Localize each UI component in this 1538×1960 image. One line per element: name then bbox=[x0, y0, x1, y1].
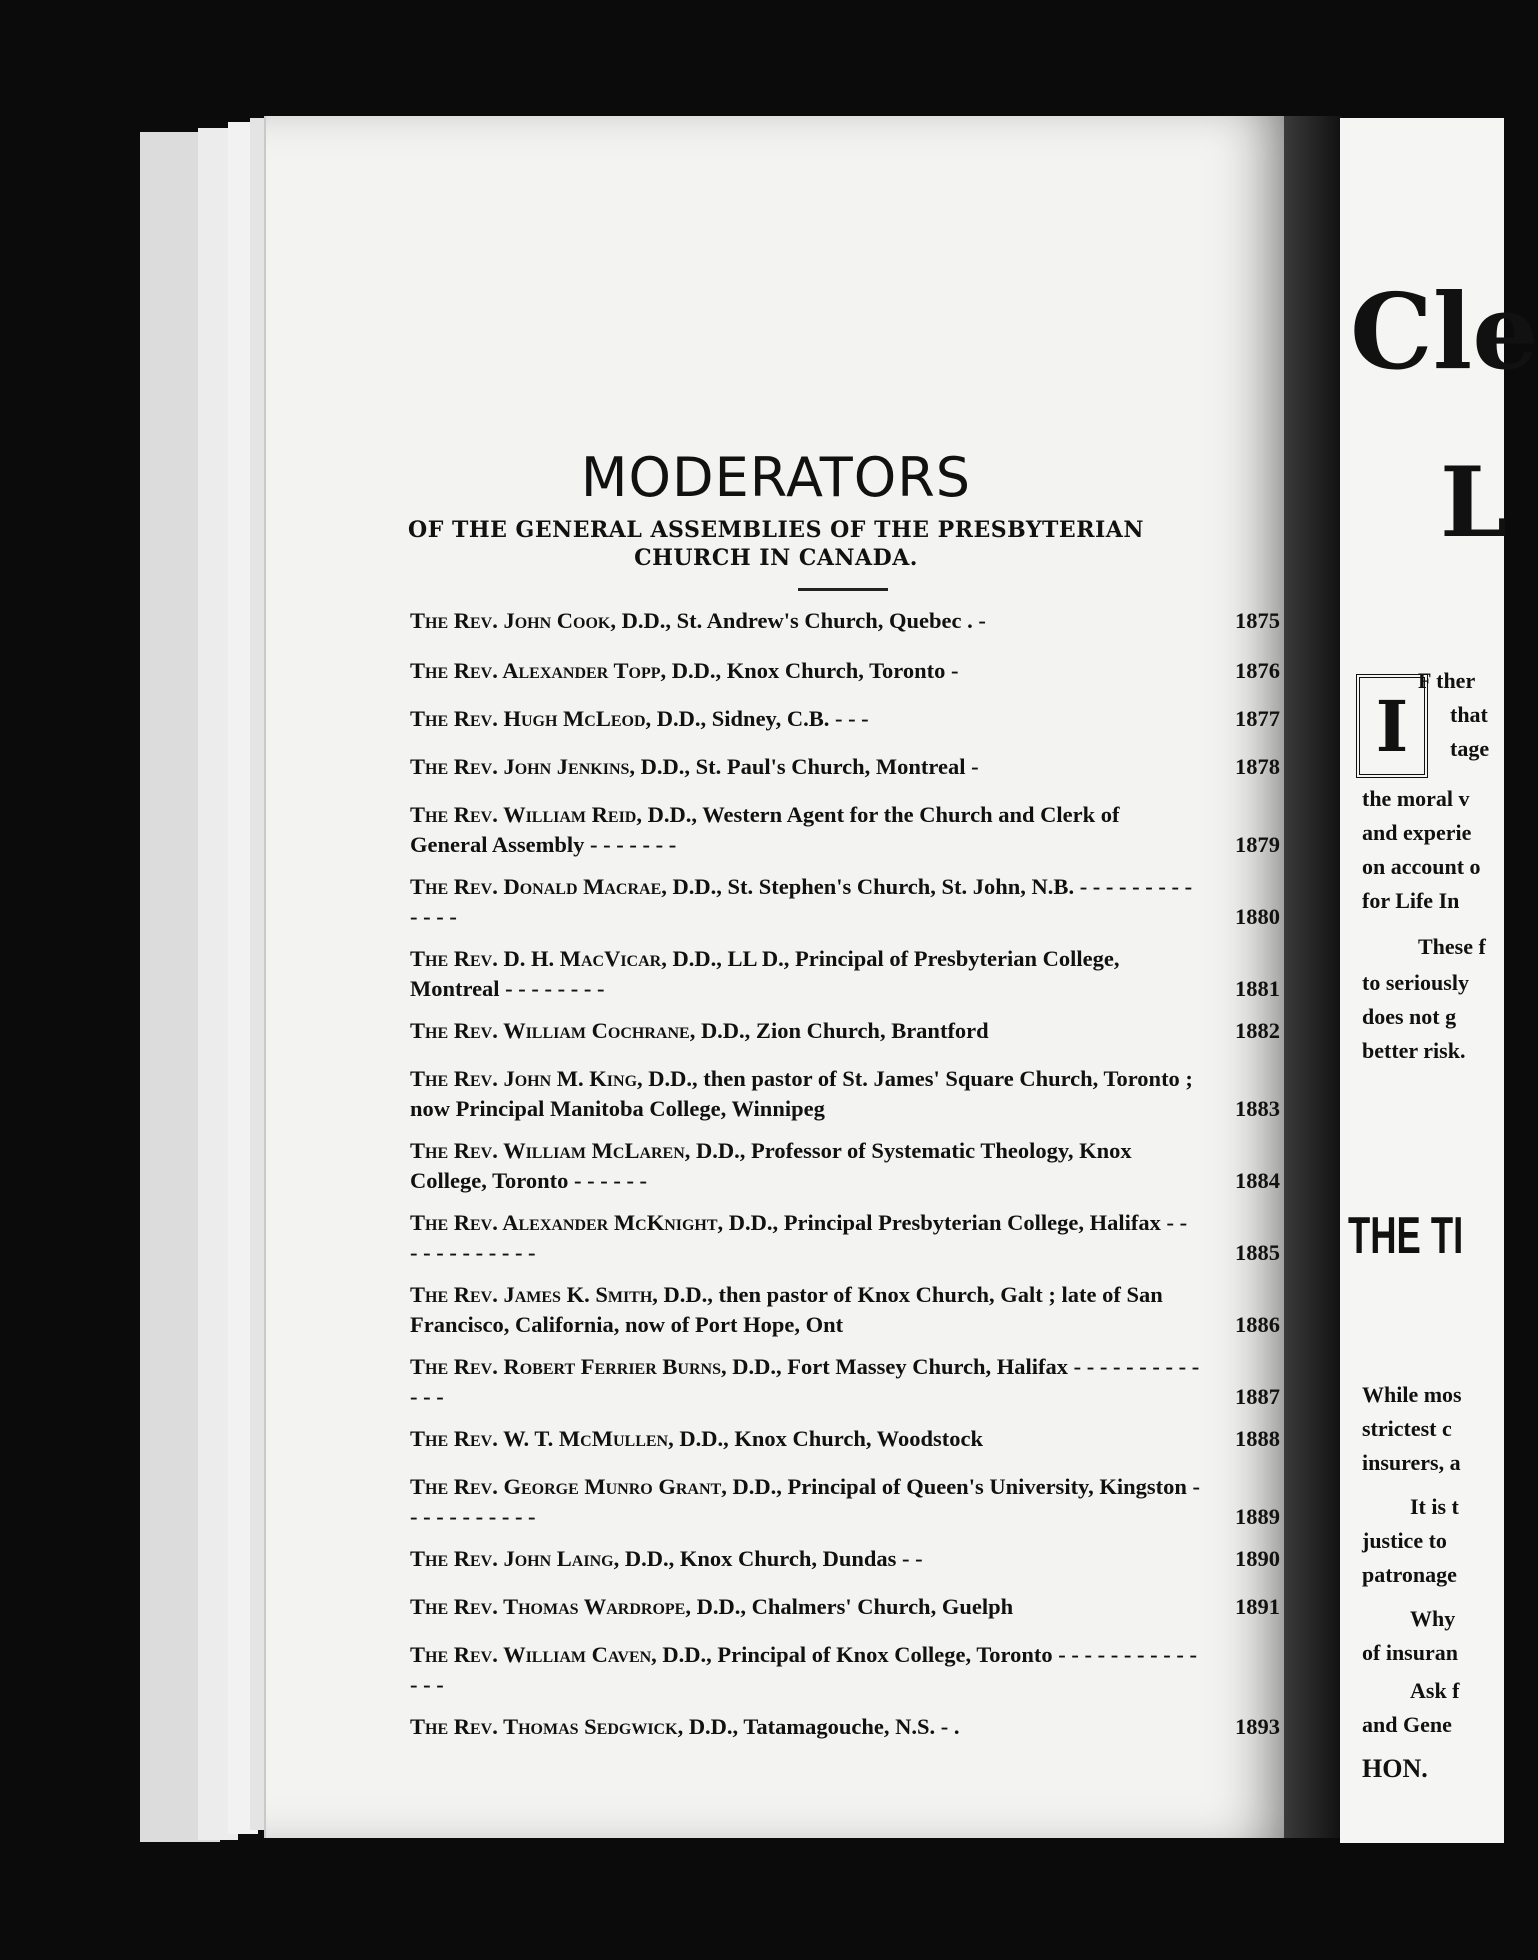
moderator-text bbox=[410, 1208, 1280, 1268]
facing-line: F ther bbox=[1418, 668, 1476, 693]
moderator-details: , D.D., Professor of Systematic Theology, Knox College, Toronto - - - - - - bbox=[410, 1138, 1132, 1193]
facing-line: on account o bbox=[1362, 854, 1481, 879]
moderator-entry bbox=[410, 606, 1280, 636]
facing-line: justice to bbox=[1362, 1528, 1447, 1553]
moderator-name: The Rev. Hugh McLeod bbox=[410, 706, 646, 731]
title-rule bbox=[798, 588, 888, 591]
moderator-year: 1887 bbox=[1235, 1384, 1280, 1409]
facing-dropcap: I bbox=[1356, 674, 1428, 778]
moderator-details: , D.D., Principal Presbyterian College, Halifax - - - - - - - - - - - - bbox=[410, 1210, 1188, 1265]
moderator-text bbox=[410, 1136, 1280, 1196]
facing-line: better risk. bbox=[1362, 1038, 1466, 1063]
moderator-year: 1888 bbox=[1235, 1426, 1280, 1451]
moderator-name: The Rev. Alexander McKnight bbox=[410, 1210, 718, 1235]
moderator-details: , D.D., then pastor of Knox Church, Galt ; late of San Francisco, California, now of Port Hope, Ont bbox=[410, 1282, 1163, 1337]
moderator-details: , D.D., Knox Church, Toronto - bbox=[660, 658, 959, 683]
facing-line: to seriously bbox=[1362, 970, 1469, 995]
moderator-entry bbox=[410, 800, 1280, 860]
moderator-year: 1884 bbox=[1235, 1168, 1280, 1193]
moderator-name: The Rev. Thomas Sedgwick bbox=[410, 1714, 678, 1739]
moderator-entry bbox=[410, 872, 1280, 932]
moderator-entry bbox=[410, 1064, 1280, 1124]
moderator-text bbox=[410, 1016, 1280, 1046]
facing-line: does not g bbox=[1362, 1004, 1457, 1029]
moderator-details: , D.D., Zion Church, Brantford bbox=[689, 1018, 989, 1043]
facing-line: insurers, a bbox=[1362, 1450, 1461, 1475]
moderator-name: The Rev. Thomas Wardrope bbox=[410, 1594, 686, 1619]
moderator-entry bbox=[410, 1592, 1280, 1622]
moderator-details: , D.D., Principal of Queen's University, Kingston - - - - - - - - - - - bbox=[410, 1474, 1200, 1529]
moderator-name: The Rev. John Cook bbox=[410, 608, 611, 633]
moderator-text bbox=[410, 1544, 1280, 1574]
facing-line: and experie bbox=[1362, 820, 1472, 845]
facing-line: the moral v bbox=[1362, 786, 1470, 811]
moderator-entry bbox=[410, 1424, 1280, 1454]
moderator-details: , D.D., Knox Church, Woodstock bbox=[668, 1426, 983, 1451]
subtitle-line-2: CHURCH IN CANADA. bbox=[634, 545, 918, 571]
facing-line: These f bbox=[1418, 934, 1486, 959]
moderator-year: 1880 bbox=[1235, 904, 1280, 929]
facing-line: HON. bbox=[1362, 1754, 1428, 1783]
moderator-text bbox=[410, 1424, 1280, 1454]
moderator-text bbox=[410, 1472, 1280, 1532]
moderator-year: 1878 bbox=[1235, 754, 1280, 779]
moderator-text bbox=[410, 1064, 1280, 1124]
moderator-details: , D.D., Knox Church, Dundas - - bbox=[613, 1546, 923, 1571]
facing-heading-2: THE TI bbox=[1348, 1207, 1464, 1265]
moderator-name: The Rev. George Munro Grant bbox=[410, 1474, 722, 1499]
moderator-text bbox=[410, 606, 1280, 636]
moderator-text bbox=[410, 1352, 1280, 1412]
moderator-year: 1877 bbox=[1235, 706, 1280, 731]
facing-line: of insuran bbox=[1362, 1640, 1458, 1665]
moderator-entry bbox=[410, 944, 1280, 1004]
moderator-text bbox=[410, 656, 1280, 686]
moderator-entry bbox=[410, 1208, 1280, 1268]
moderator-entry bbox=[410, 704, 1280, 734]
moderator-name: The Rev. Alexander Topp bbox=[410, 658, 661, 683]
moderator-name: The Rev. William Caven bbox=[410, 1642, 652, 1667]
moderator-details: , D.D., Principal of Knox College, Toronto - - - - - - - - - - - - - - bbox=[410, 1642, 1197, 1697]
moderator-entry bbox=[410, 1640, 1280, 1700]
facing-line: Why bbox=[1410, 1606, 1456, 1631]
moderator-name: The Rev. W. T. McMullen bbox=[410, 1426, 669, 1451]
moderator-details: , D.D., Sidney, C.B. - - - bbox=[645, 706, 869, 731]
moderator-entry bbox=[410, 656, 1280, 686]
facing-line: tage bbox=[1450, 736, 1490, 761]
moderator-details: , D.D., then pastor of St. James' Square Church, Toronto ; now Principal Manitoba College, Winnipeg bbox=[410, 1066, 1193, 1121]
moderator-year: 1881 bbox=[1235, 976, 1280, 1001]
subtitle-line-1: OF THE GENERAL ASSEMBLIES OF THE PRESBYTERIAN bbox=[408, 517, 1144, 543]
moderator-name: The Rev. Donald Macrae bbox=[410, 874, 662, 899]
book-gutter bbox=[1284, 116, 1342, 1838]
moderator-details: , D.D., Chalmers' Church, Guelph bbox=[685, 1594, 1014, 1619]
facing-line: and Gene bbox=[1362, 1712, 1452, 1737]
moderator-entry bbox=[410, 1016, 1280, 1046]
moderator-details: , D.D., Tatamagouche, N.S. - . bbox=[677, 1714, 960, 1739]
moderator-name: The Rev. William McLaren bbox=[410, 1138, 685, 1163]
moderator-entry bbox=[410, 1352, 1280, 1412]
moderator-year: 1883 bbox=[1235, 1096, 1280, 1121]
moderator-text bbox=[410, 1592, 1280, 1622]
moderator-text bbox=[410, 1712, 1280, 1742]
moderator-year: 1882 bbox=[1235, 1018, 1280, 1043]
moderator-year: 1886 bbox=[1235, 1312, 1280, 1337]
facing-line: for Life In bbox=[1362, 888, 1460, 913]
page-title: MODERATORS bbox=[580, 446, 972, 509]
moderator-entry bbox=[410, 1472, 1280, 1532]
moderator-text bbox=[410, 800, 1280, 860]
moderator-year: 1875 bbox=[1235, 608, 1280, 633]
facing-line: that bbox=[1450, 702, 1488, 727]
moderator-year: 1893 bbox=[1235, 1714, 1280, 1739]
moderator-year: 1890 bbox=[1235, 1546, 1280, 1571]
facing-heading: Cle bbox=[1350, 270, 1538, 393]
moderator-year: 1885 bbox=[1235, 1240, 1280, 1265]
moderator-text bbox=[410, 1280, 1280, 1340]
moderator-details: , D.D., St. Paul's Church, Montreal - bbox=[629, 754, 979, 779]
moderator-text bbox=[410, 752, 1280, 782]
moderator-name: The Rev. John Jenkins bbox=[410, 754, 630, 779]
facing-line: strictest c bbox=[1362, 1416, 1452, 1441]
moderator-year: 1891 bbox=[1235, 1594, 1280, 1619]
moderator-details: , D.D., St. Stephen's Church, St. John, N.B. - - - - - - - - - - - - - bbox=[410, 874, 1193, 929]
moderator-text bbox=[410, 704, 1280, 734]
moderator-name: The Rev. John M. King bbox=[410, 1066, 638, 1091]
moderator-entry bbox=[410, 752, 1280, 782]
moderator-name: The Rev. Robert Ferrier Burns bbox=[410, 1354, 721, 1379]
moderator-name: The Rev. William Cochrane bbox=[410, 1018, 690, 1043]
moderator-year: 1876 bbox=[1235, 658, 1280, 683]
facing-line: It is t bbox=[1410, 1494, 1459, 1519]
moderator-name: The Rev. D. H. MacVicar bbox=[410, 946, 662, 971]
facing-line: While mos bbox=[1362, 1382, 1462, 1407]
facing-big-letter: L bbox=[1440, 446, 1508, 559]
moderator-details: , D.D., St. Andrew's Church, Quebec . - bbox=[610, 608, 986, 633]
facing-page bbox=[1340, 118, 1538, 1843]
moderator-name: The Rev. James K. Smith bbox=[410, 1282, 653, 1307]
moderator-details: , D.D., LL D., Principal of Presbyterian College, Montreal - - - - - - - - bbox=[410, 946, 1120, 1001]
moderator-details: , D.D., Western Agent for the Church and Clerk of General Assembly - - - - - - - bbox=[410, 802, 1120, 857]
moderator-entry bbox=[410, 1544, 1280, 1574]
moderator-text bbox=[410, 872, 1280, 932]
page-subtitle bbox=[266, 516, 1286, 572]
moderator-year: 1879 bbox=[1235, 832, 1280, 857]
facing-line: Ask f bbox=[1410, 1678, 1460, 1703]
moderator-text bbox=[410, 1640, 1280, 1700]
moderator-name: The Rev. John Laing bbox=[410, 1546, 614, 1571]
facing-line: patronage bbox=[1362, 1562, 1457, 1587]
moderator-entry bbox=[410, 1136, 1280, 1196]
moderator-text bbox=[410, 944, 1280, 1004]
moderator-name: The Rev. William Reid bbox=[410, 802, 637, 827]
moderator-details: , D.D., Fort Massey Church, Halifax - - - - - - - - - - - - - bbox=[410, 1354, 1200, 1409]
moderator-entry bbox=[410, 1712, 1280, 1742]
moderator-entry bbox=[410, 1280, 1280, 1340]
moderator-year: 1889 bbox=[1235, 1504, 1280, 1529]
